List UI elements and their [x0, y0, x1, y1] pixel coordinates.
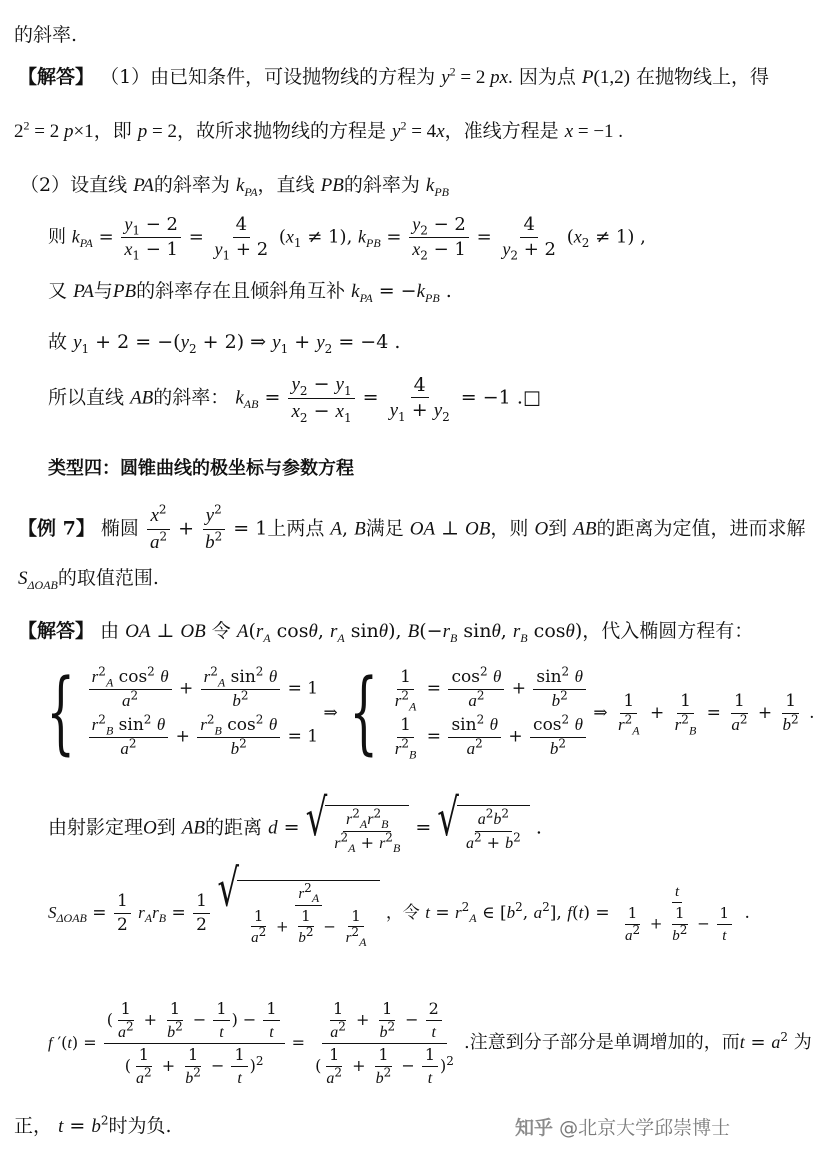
derivative-formula: f ′(t) = ( $\frac{1}{a^2}$ + $\frac{1}{b^2}$ − $\frac{1}{t}$ ) − $\frac{1}{t}$ ( $\frac{1}{a^2}$ + $\frac{1}{b^2}$ − $\frac{1}{t}$ )$^2$ = $\frac{1}{a^2}$ + $\frac{1}{b^2}$ − $\frac{2}{t}$ ( $\frac{1}{a^2}$ + $\frac{1}{b^2}$ − $\frac{1}{t}$ )$^2$ .注意到分子部分是单调增加的，而$t = a^2$ 为 — [48, 999, 812, 1087]
slope-ab: 所以直线 AB的斜率： $k_{AB}$ = $\frac{y_2 - y_1}{x_2 - x_1}$ = $\frac{4}{y_1 + y_2}$ = −1 .□ — [48, 373, 541, 425]
example-7: 【例 7】 椭圆 $\frac{x^2}{a^2}$ + $\frac{y^2}{b^2}$ = 1上两点 A, B满足 OA ⊥ OB，则 O到 AB的距离为定值，进而求解 — [18, 502, 806, 553]
conclusion-line: 正， $t = b^2$时为负. — [14, 1113, 172, 1137]
section-heading: 类型四：圆锥曲线的极坐标与参数方程 — [48, 458, 354, 479]
area-formula: $S_{\Delta OAB}$ = $\frac{1}{2}$ $r_Ar_B$ = $\frac{1}{2}$ √ $r^2_A$ $\frac{1}{a^2}$ + $\frac{1}{b^2}$ − $\frac{1}{r^2_A}$ ，令 $t = r^2_A$ ∈ [$b^2$, $a^2$], f(t) = t $\frac{1}{a^2}$ + $\frac{1}{b^2}$ − $\frac{1}{t}$ . — [48, 858, 750, 949]
watermark — [515, 1113, 730, 1140]
slope-formulas: 则 $k_{PA}$ = $\frac{y_1 - 2}{x_1 - 1}$ = $\frac{4}{y_1 + 2}$ $(x_1 \ne 1)$, $k_{PB}$ = $\frac{y_2 - 2}{x_2 - 1}$ = $\frac{4}{y_2 + 2}$ $(x_2 \ne 1)$ , — [48, 214, 646, 263]
watermark-author: @北京大学邱崇博士 — [559, 1117, 731, 1139]
example-7-cont: $S_{\Delta OAB}$的取值范围. — [18, 567, 159, 592]
distance-d: 由射影定理O到 AB的距离 d = √ $\frac{r^2_Ar^2_B}{r^2_A + r^2_B}$ = √ $\frac{a^2b^2}{a^2 + b^2}$ . — [48, 788, 542, 855]
equation-system: { $\frac{r^2_A \cos^2 \theta}{a^2}$ + $\frac{r^2_A \sin^2 \theta}{b^2}$ = 1 $\frac{r^2_B \sin^2 \theta}{a^2}$ + $\frac{r^2_B \cos^2 \theta}{b^2}$ = 1 ⇒ { $\frac{1}{r^2_A}$ = $\frac{\cos^2 \theta}{a^2}$ + $\frac{\sin^2 \theta}{b^2}$ $\frac{1}{r^2_B}$ = $\frac{\sin^2 \theta}{a^2}$ + $\frac{\cos^2 \theta}{b^2}$ ⇒ $\frac{1}{r^2_A}$ + $\frac{1}{r^2_B}$ = $\frac{1}{a^2}$ + $\frac{1}{b^2}$ . — [46, 660, 815, 766]
complementary-slopes: 又 PA与PB的斜率存在且倾斜角互补 $k_{PA} = -k_{PB}$ . — [48, 280, 452, 305]
answer-label: 【解答】 — [18, 66, 95, 88]
text-line-1: 的斜率. — [14, 24, 78, 46]
answer-part1: 【解答】 （1）由已知条件，可设抛物线的方程为 $y^2 = 2$ px. 因为点 P(1,2) 在抛物线上，得 — [18, 64, 769, 88]
answer-polar: 【解答】 由 OA ⊥ OB 令 $A(r_A$ cosθ, $r_A$ sinθ), $B(-r_B$ sinθ, $r_B$ cosθ)，代入椭圆方程有： — [18, 620, 754, 645]
sum-y: 故 $y_1 + 2 = -(y_2 + 2)$ ⇒ $y_1 + y_2 = -4$ . — [48, 331, 401, 356]
zhihu-logo-text: 知乎 — [515, 1117, 554, 1139]
answer-part1-cont: $2^2 = 2$ p×1，即 p = 2，故所求抛物线的方程是 $y^2 = 4x$，准线方程是 x = −1 . — [14, 118, 624, 142]
part2-intro: （2）设直线 PA的斜率为 $k_{PA}$，直线 PB的斜率为 $k_{PB}$ — [20, 174, 449, 199]
